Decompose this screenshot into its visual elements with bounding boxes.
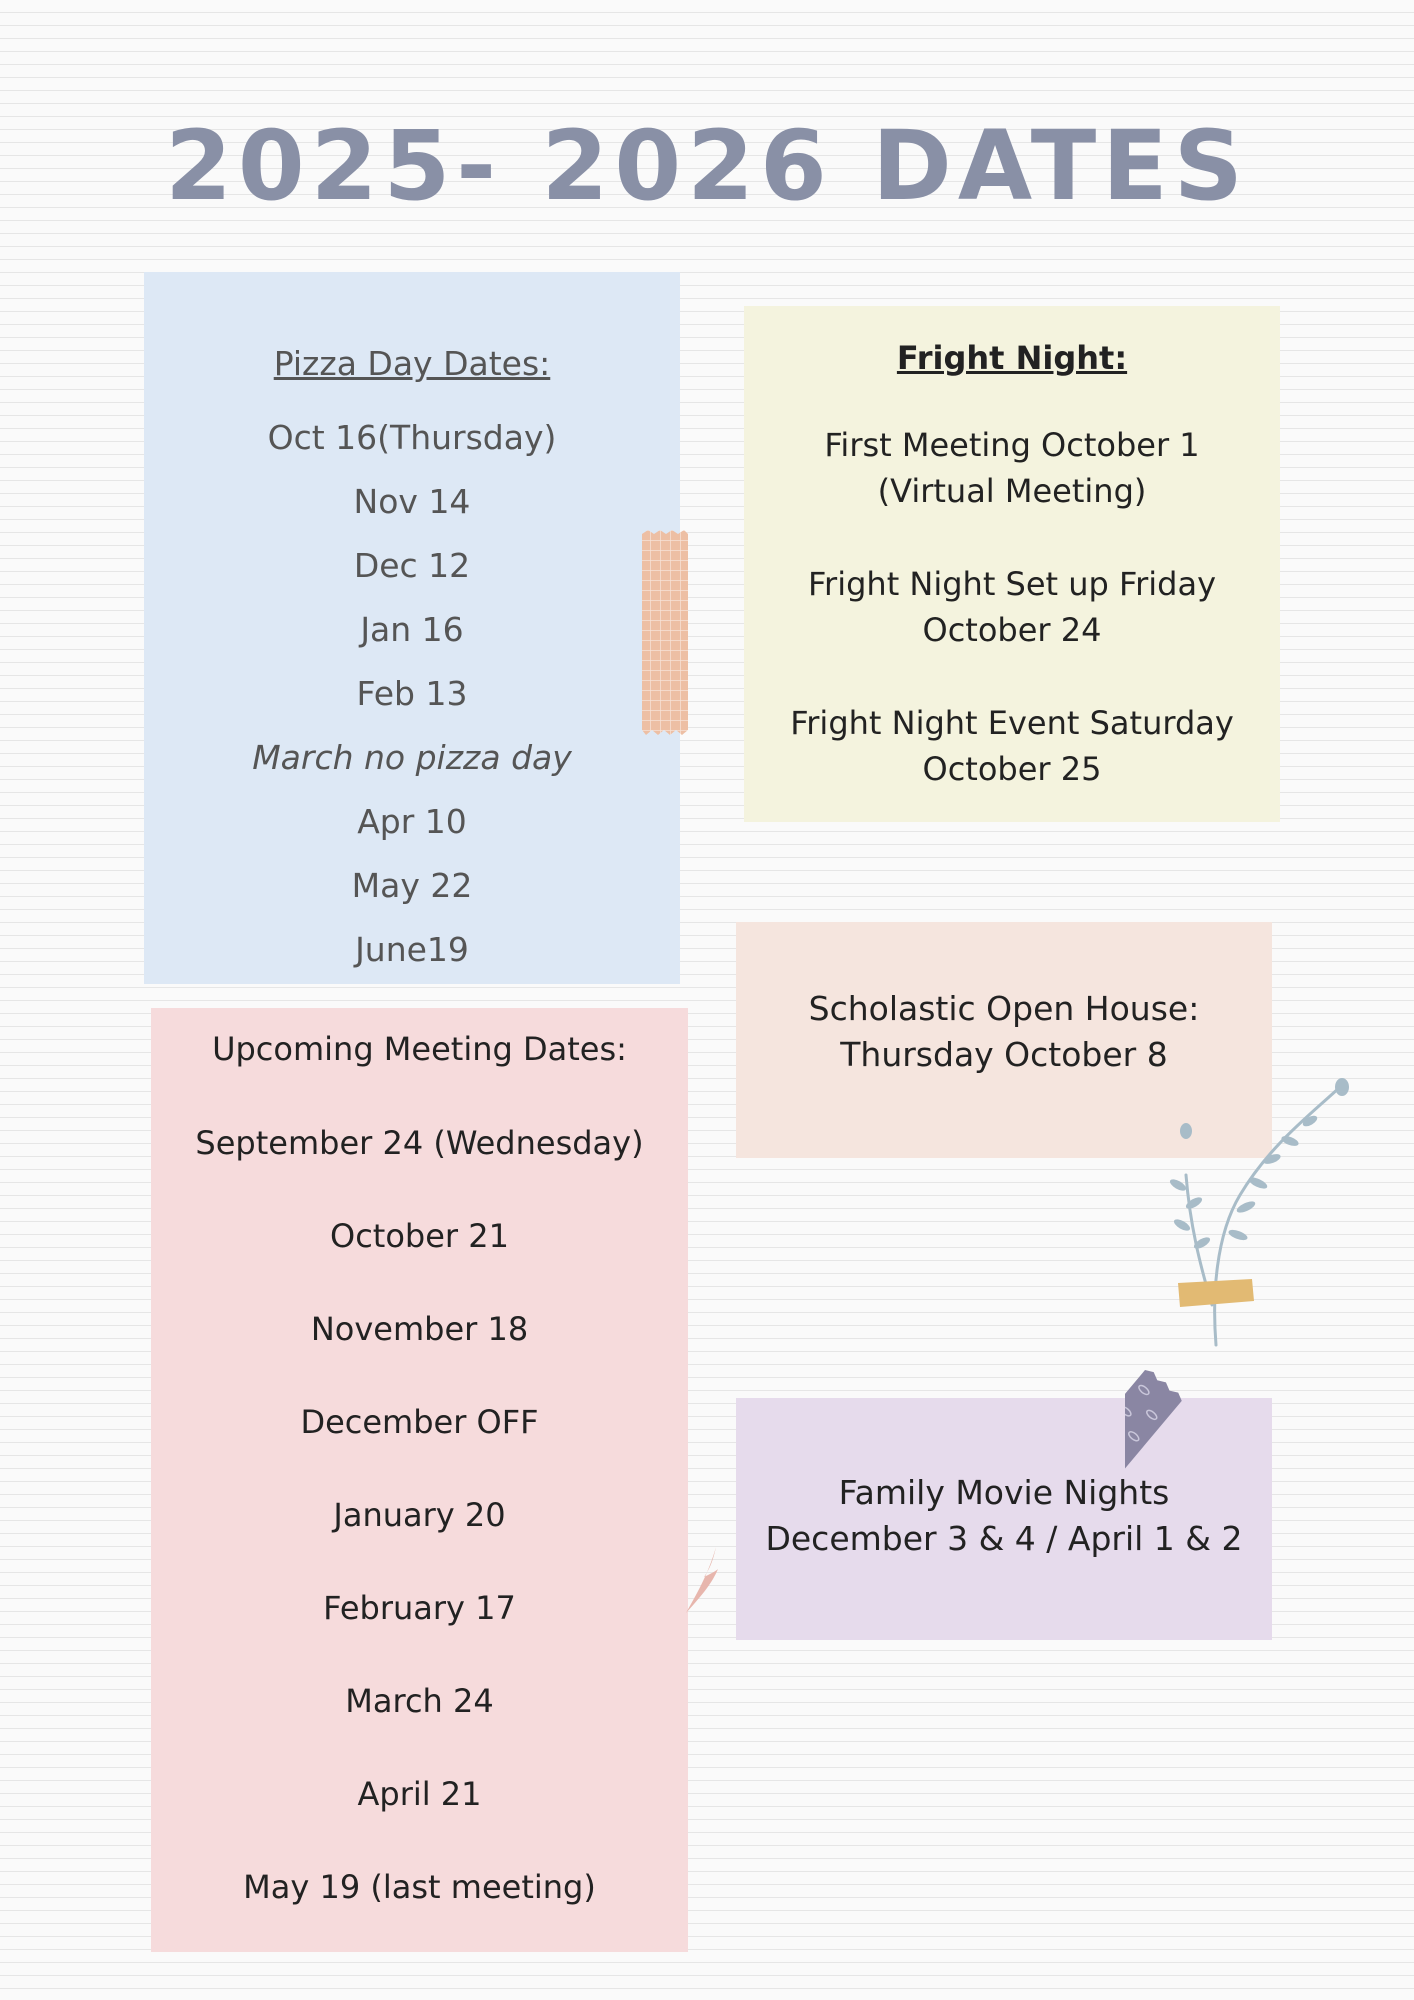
fright-night-heading: Fright Night: [896, 339, 1128, 377]
fright-item-line: Fright Night Set up Friday [807, 565, 1217, 603]
fright-item-line: October 24 [922, 611, 1102, 649]
movie-dates: December 3 & 4 / April 1 & 2 [765, 1519, 1243, 1558]
scholastic-heading: Scholastic Open House: [808, 989, 1200, 1028]
meeting-date: December OFF [300, 1403, 539, 1441]
pizza-date: Feb 13 [356, 674, 468, 713]
movie-heading: Family Movie Nights [838, 1473, 1170, 1512]
meeting-dates-heading: Upcoming Meeting Dates: [212, 1030, 627, 1068]
pizza-date: Oct 16(Thursday) [267, 418, 557, 457]
fright-night-card [744, 306, 1280, 822]
pizza-day-card [144, 272, 680, 984]
pizza-date: Nov 14 [353, 482, 471, 521]
meeting-date: November 18 [310, 1310, 529, 1348]
pizza-date: Apr 10 [357, 802, 467, 841]
pizza-date: Jan 16 [360, 610, 464, 649]
pizza-date: March no pizza day [252, 738, 572, 777]
meeting-date: January 20 [333, 1496, 506, 1534]
leaf-icon [686, 1545, 718, 1615]
meeting-date: September 24 (Wednesday) [195, 1124, 644, 1162]
pizza-date: Dec 12 [353, 546, 471, 585]
fright-item-line: (Virtual Meeting) [877, 472, 1147, 510]
meeting-date: February 17 [323, 1589, 516, 1627]
fright-night-item [744, 700, 1280, 792]
plant-sprig-icon [1160, 1075, 1350, 1350]
meeting-date: October 21 [330, 1217, 509, 1255]
pizza-date: June19 [355, 930, 469, 969]
washi-tape-icon [640, 530, 690, 735]
meeting-date: April 21 [357, 1775, 482, 1813]
meeting-dates-card [151, 1008, 688, 1952]
fright-night-item [744, 422, 1280, 514]
scholastic-date: Thursday October 8 [840, 1035, 1168, 1074]
fright-item-line: First Meeting October 1 [824, 426, 1200, 464]
meeting-date: May 19 (last meeting) [243, 1868, 596, 1906]
fright-item-line: Fright Night Event Saturday [790, 704, 1234, 742]
page-title: 2025- 2026 DATES [165, 110, 1249, 222]
meeting-date: March 24 [345, 1682, 494, 1720]
washi-tape-icon [1125, 1360, 1315, 1530]
pizza-day-heading: Pizza Day Dates: [273, 344, 551, 383]
pizza-date: May 22 [351, 866, 473, 905]
fright-night-item [744, 561, 1280, 653]
fright-item-line: October 25 [922, 750, 1102, 788]
